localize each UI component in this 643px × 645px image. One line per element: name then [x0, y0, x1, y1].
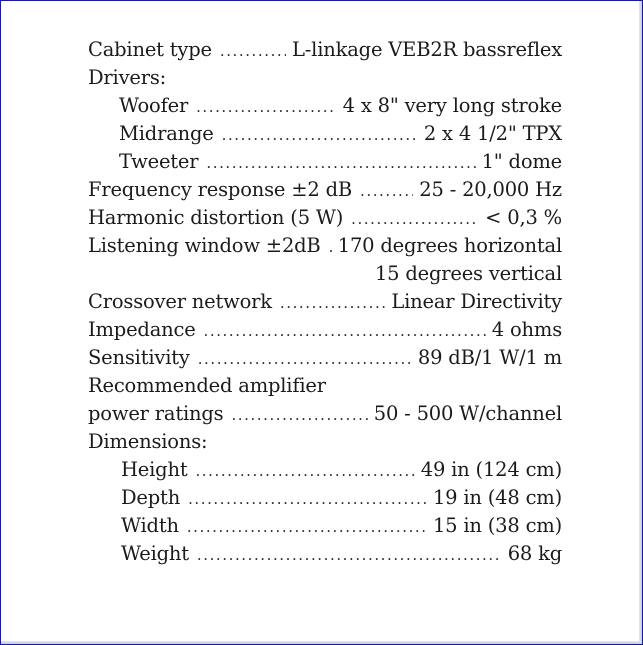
spec-value: 1" dome	[481, 150, 562, 173]
spec-value: 4 x 8" very long stroke	[342, 94, 562, 117]
spec-label: Woofer	[119, 94, 189, 117]
spec-label: Width	[121, 514, 179, 537]
dot-leader	[329, 233, 332, 261]
spec-value: 4 ohms	[491, 318, 562, 341]
spec-value: 19 in (48 cm)	[432, 486, 562, 509]
spec-value: 2 x 4 1/2" TPX	[423, 122, 562, 145]
dot-leader	[206, 149, 475, 177]
dot-leader	[195, 457, 414, 485]
spec-row-woofer	[88, 92, 562, 120]
spec-row-weight	[88, 540, 562, 568]
spec-value: 49 in (124 cm)	[420, 458, 562, 481]
dot-leader	[187, 513, 427, 541]
spec-label: Cabinet type	[88, 38, 212, 61]
spec-label: Weight	[121, 542, 189, 565]
spec-row-listening-window-continued	[88, 260, 562, 288]
spec-label: Frequency response ±2 dB	[88, 178, 353, 201]
dot-leader	[360, 177, 413, 205]
spec-row-listening-window	[88, 232, 562, 260]
section-heading: Drivers:	[88, 66, 167, 89]
spec-value: 25 - 20,000 Hz	[419, 178, 562, 201]
spec-value: 68 kg	[507, 542, 562, 565]
spec-label: Listening window ±2dB	[88, 234, 321, 257]
spec-row-impedance	[88, 316, 562, 344]
dot-leader	[351, 205, 479, 233]
spec-label: Depth	[121, 486, 181, 509]
spec-value: L-linkage VEB2R bassreflex	[292, 38, 562, 61]
spec-value: 89 dB/1 W/1 m	[417, 346, 562, 369]
dot-leader	[197, 541, 502, 569]
spec-row-cabinet-type	[88, 36, 562, 64]
dot-leader	[204, 317, 486, 345]
spec-label: Tweeter	[119, 150, 199, 173]
spec-label: Height	[121, 458, 188, 481]
spec-row-width	[88, 512, 562, 540]
section-heading: Recommended amplifier	[88, 374, 326, 397]
dot-leader	[188, 485, 427, 513]
spec-row-depth	[88, 484, 562, 512]
spec-heading-drivers	[88, 64, 562, 92]
dot-leader	[231, 401, 367, 429]
spec-row-tweeter	[88, 148, 562, 176]
spec-value: 15 in (38 cm)	[432, 514, 562, 537]
spec-row-frequency-response	[88, 176, 562, 204]
spec-label: Harmonic distortion (5 W)	[88, 206, 344, 229]
dot-leader	[198, 345, 412, 373]
spec-value: 170 degrees horizontal	[337, 234, 562, 257]
dot-leader	[196, 93, 337, 121]
spec-value: Linear Directivity	[391, 290, 562, 313]
spec-value: 15 degrees vertical	[374, 262, 562, 285]
spec-row-crossover-network	[88, 288, 562, 316]
spec-value: 50 - 500 W/channel	[373, 402, 562, 425]
dot-leader	[220, 37, 286, 65]
speaker-spec-sheet	[88, 36, 562, 568]
spec-row-harmonic-distortion	[88, 204, 562, 232]
dot-leader	[222, 121, 418, 149]
spec-row-power-ratings	[88, 400, 562, 428]
spec-heading-recommended-amplifier	[88, 372, 562, 400]
spec-row-midrange	[88, 120, 562, 148]
spec-label: Sensitivity	[88, 346, 190, 369]
section-heading: Dimensions:	[88, 430, 208, 453]
spec-value: < 0,3 %	[485, 206, 562, 229]
spec-label: Crossover network	[88, 290, 272, 313]
spec-row-sensitivity	[88, 344, 562, 372]
spec-row-height	[88, 456, 562, 484]
spec-label: Midrange	[119, 122, 214, 145]
dot-leader	[280, 289, 385, 317]
spec-heading-dimensions	[88, 428, 562, 456]
spec-label: power ratings	[88, 402, 224, 425]
spec-label: Impedance	[88, 318, 196, 341]
